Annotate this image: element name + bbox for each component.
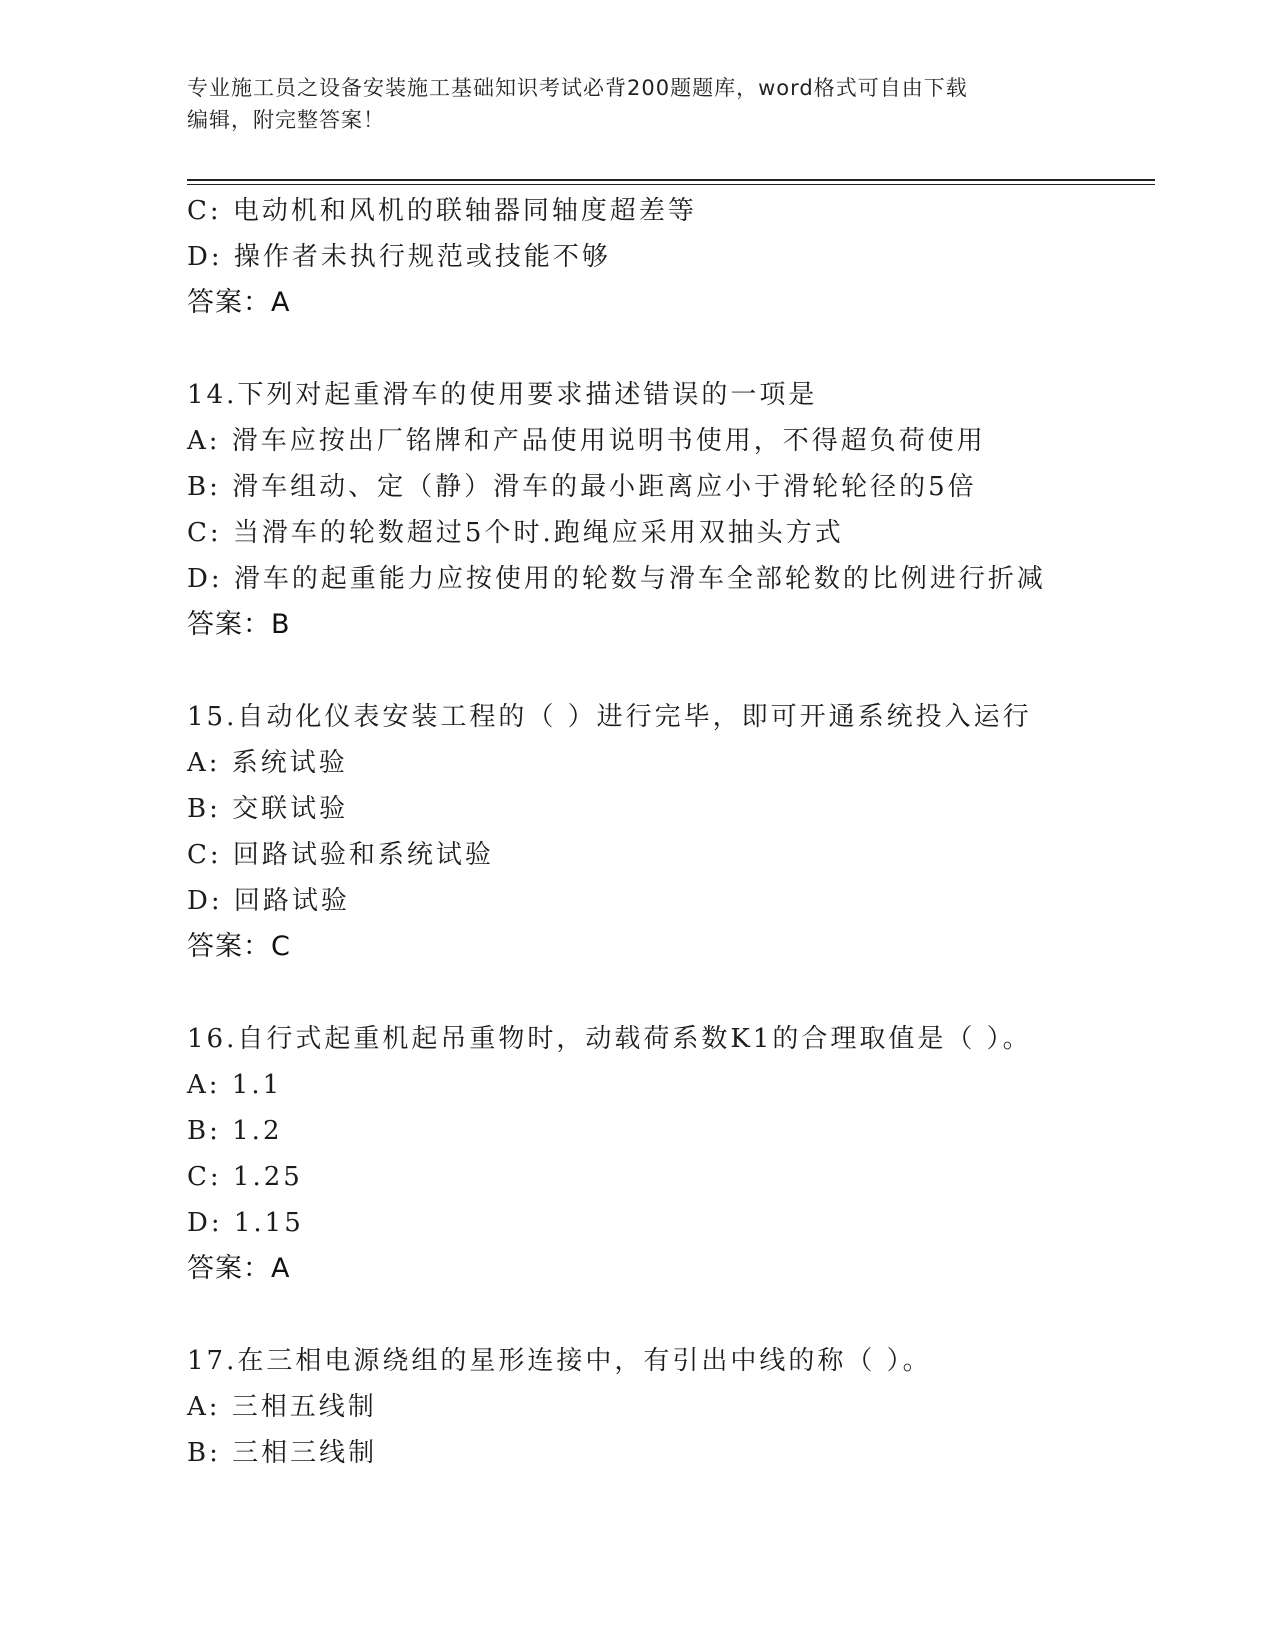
header-title-line-2: 编辑，附完整答案！	[187, 108, 385, 132]
spacer	[187, 1292, 1167, 1338]
header-rule-thin	[187, 184, 1155, 185]
option-b: B: 三相三线制	[187, 1438, 378, 1468]
option-c: C: 回路试验和系统试验	[187, 840, 494, 870]
option-b: B: 1.2	[187, 1116, 283, 1146]
option-a: A: 三相五线制	[187, 1392, 377, 1422]
question-13-tail	[187, 188, 1167, 326]
question-16	[187, 1016, 1167, 1292]
question-15	[187, 694, 1167, 970]
option-d: D: 滑车的起重能力应按使用的轮数与滑车全部轮数的比例进行折减	[187, 564, 1046, 594]
spacer	[187, 648, 1167, 694]
header-title-line-1: 专业施工员之设备安装施工基础知识考试必背200题题库，word格式可自由下载	[187, 76, 968, 100]
document-header	[187, 72, 1087, 136]
option-a: A: 1.1	[187, 1070, 283, 1100]
option-c: C: 当滑车的轮数超过5个时.跑绳应采用双抽头方式	[187, 518, 844, 548]
option-a: A: 系统试验	[187, 748, 348, 778]
question-stem: 17.在三相电源绕组的星形连接中，有引出中线的称（ ）。	[187, 1346, 932, 1376]
question-stem: 16.自行式起重机起吊重物时，动载荷系数K1的合理取值是（ ）。	[187, 1024, 1032, 1054]
option-c: C: 1.25	[187, 1162, 303, 1192]
option-b: B: 交联试验	[187, 794, 349, 824]
document-body	[187, 188, 1167, 1476]
spacer	[187, 970, 1167, 1016]
header-rule-thick	[187, 179, 1155, 181]
question-stem: 15.自动化仪表安装工程的（ ）进行完毕，即可开通系统投入运行	[187, 702, 1032, 732]
option-c: C: 电动机和风机的联轴器同轴度超差等	[187, 196, 697, 226]
spacer	[187, 326, 1167, 372]
option-a: A: 滑车应按出厂铭牌和产品使用说明书使用，不得超负荷使用	[187, 426, 986, 456]
answer-line: 答案：C	[187, 931, 291, 962]
option-b: B: 滑车组动、定（静）滑车的最小距离应小于滑轮轮径的5倍	[187, 472, 977, 502]
option-d: D: 操作者未执行规范或技能不够	[187, 242, 611, 272]
question-14	[187, 372, 1167, 648]
question-stem: 14.下列对起重滑车的使用要求描述错误的一项是	[187, 380, 818, 410]
option-d: D: 1.15	[187, 1208, 304, 1238]
question-17	[187, 1338, 1167, 1476]
answer-line: 答案：B	[187, 609, 291, 640]
answer-line: 答案：A	[187, 287, 291, 318]
answer-line: 答案：A	[187, 1253, 291, 1284]
option-d: D: 回路试验	[187, 886, 350, 916]
